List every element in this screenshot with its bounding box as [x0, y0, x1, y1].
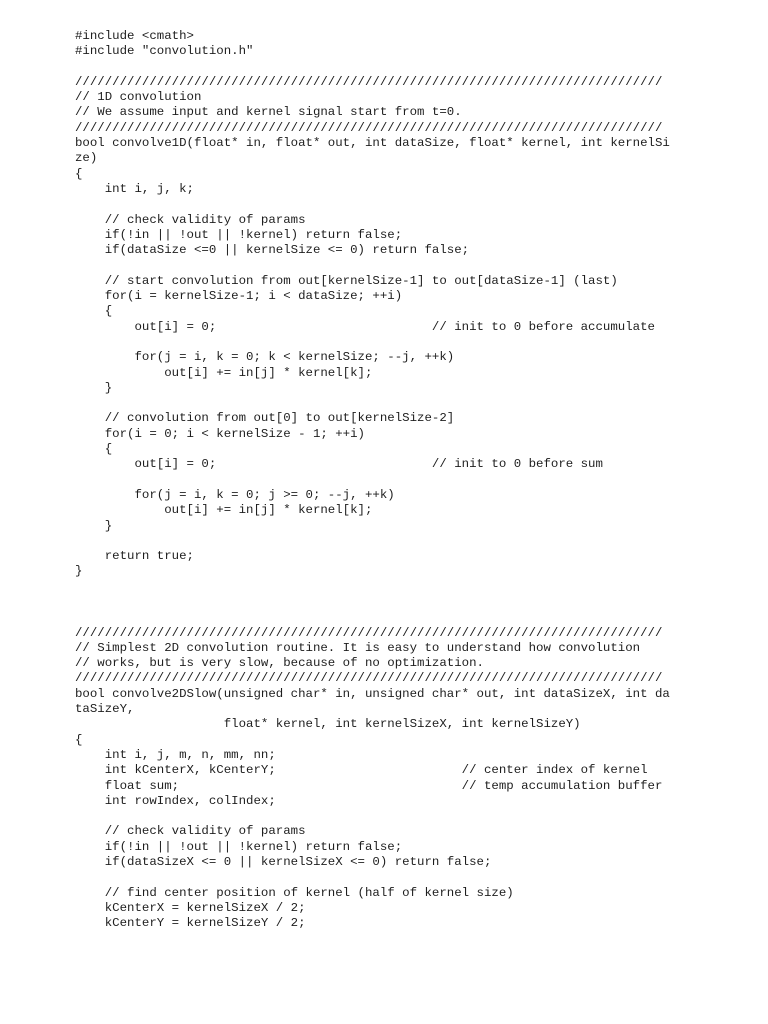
code-line [75, 580, 670, 595]
code-line: out[i] = 0; // init to 0 before accumulate [75, 319, 655, 334]
code-line: } [75, 380, 113, 395]
code-line: /////////////////////////////////////////////////////////////////////////////// [75, 74, 663, 89]
code-line: // convolution from out[0] to out[kernelSize-2] [75, 411, 455, 426]
code-line: for(j = i, k = 0; k < kernelSize; --j, ++k) [75, 350, 455, 365]
code-line: kCenterY = kernelSizeY / 2; [75, 916, 306, 931]
code-line [75, 60, 670, 75]
code-line: float sum; // temp accumulation buffer [75, 778, 663, 793]
code-line: #include "convolution.h" [75, 44, 254, 59]
code-line: // We assume input and kernel signal start from t=0. [75, 105, 462, 120]
code-line [75, 197, 670, 212]
code-line: // start convolution from out[kernelSize-1] to out[dataSize-1] (last) [75, 273, 618, 288]
code-line: return true; [75, 549, 194, 564]
code-line [75, 258, 670, 273]
code-line [75, 610, 670, 625]
code-line: #include <cmath> [75, 29, 194, 43]
code-line: float* kernel, int kernelSizeX, int kernelSizeY) [75, 717, 581, 732]
code-line: // check validity of params [75, 824, 306, 839]
code-line: kCenterX = kernelSizeX / 2; [75, 900, 306, 915]
code-line: bool convolve1D(float* in, float* out, int dataSize, float* kernel, int kernelSi [75, 136, 670, 151]
code-line: int i, j, m, n, mm, nn; [75, 747, 276, 762]
code-line: out[i] = 0; // init to 0 before sum [75, 457, 603, 472]
code-line: /////////////////////////////////////////////////////////////////////////////// [75, 671, 663, 686]
code-line: int i, j, k; [75, 181, 194, 196]
code-line: if(dataSize <=0 || kernelSize <= 0) return false; [75, 243, 470, 258]
code-line: { [75, 304, 113, 319]
code-line [75, 335, 670, 350]
code-line: // find center position of kernel (half of kernel size) [75, 885, 514, 900]
code-line [75, 809, 670, 824]
code-line: { [75, 442, 113, 457]
code-line: // 1D convolution [75, 90, 202, 105]
code-line [75, 396, 670, 411]
code-line: if(dataSizeX <= 0 || kernelSizeX <= 0) return false; [75, 855, 492, 870]
code-line: if(!in || !out || !kernel) return false; [75, 839, 403, 854]
code-line [75, 595, 670, 610]
code-line: out[i] += in[j] * kernel[k]; [75, 503, 373, 518]
code-line [75, 534, 670, 549]
code-line: for(i = 0; i < kernelSize - 1; ++i) [75, 426, 365, 441]
code-line: { [75, 732, 83, 747]
code-line: ze) [75, 151, 98, 166]
code-line [75, 870, 670, 885]
code-line: } [75, 564, 83, 579]
code-line: for(j = i, k = 0; j >= 0; --j, ++k) [75, 487, 395, 502]
code-line: { [75, 166, 83, 181]
code-line: // check validity of params [75, 212, 306, 227]
code-listing [75, 29, 670, 932]
code-line: /////////////////////////////////////////////////////////////////////////////// [75, 120, 663, 135]
code-line [75, 473, 670, 488]
code-line: int rowIndex, colIndex; [75, 793, 276, 808]
code-line: bool convolve2DSlow(unsigned char* in, unsigned char* out, int dataSizeX, int da [75, 686, 670, 701]
code-line: for(i = kernelSize-1; i < dataSize; ++i) [75, 289, 403, 304]
code-line: // works, but is very slow, because of no optimization. [75, 656, 484, 671]
code-line: if(!in || !out || !kernel) return false; [75, 227, 403, 242]
code-line: int kCenterX, kCenterY; // center index of kernel [75, 763, 648, 778]
code-line: out[i] += in[j] * kernel[k]; [75, 365, 373, 380]
code-line: taSizeY, [75, 702, 135, 717]
code-line: /////////////////////////////////////////////////////////////////////////////// [75, 625, 663, 640]
code-line: // Simplest 2D convolution routine. It is easy to understand how convolution [75, 640, 641, 655]
code-line: } [75, 518, 113, 533]
